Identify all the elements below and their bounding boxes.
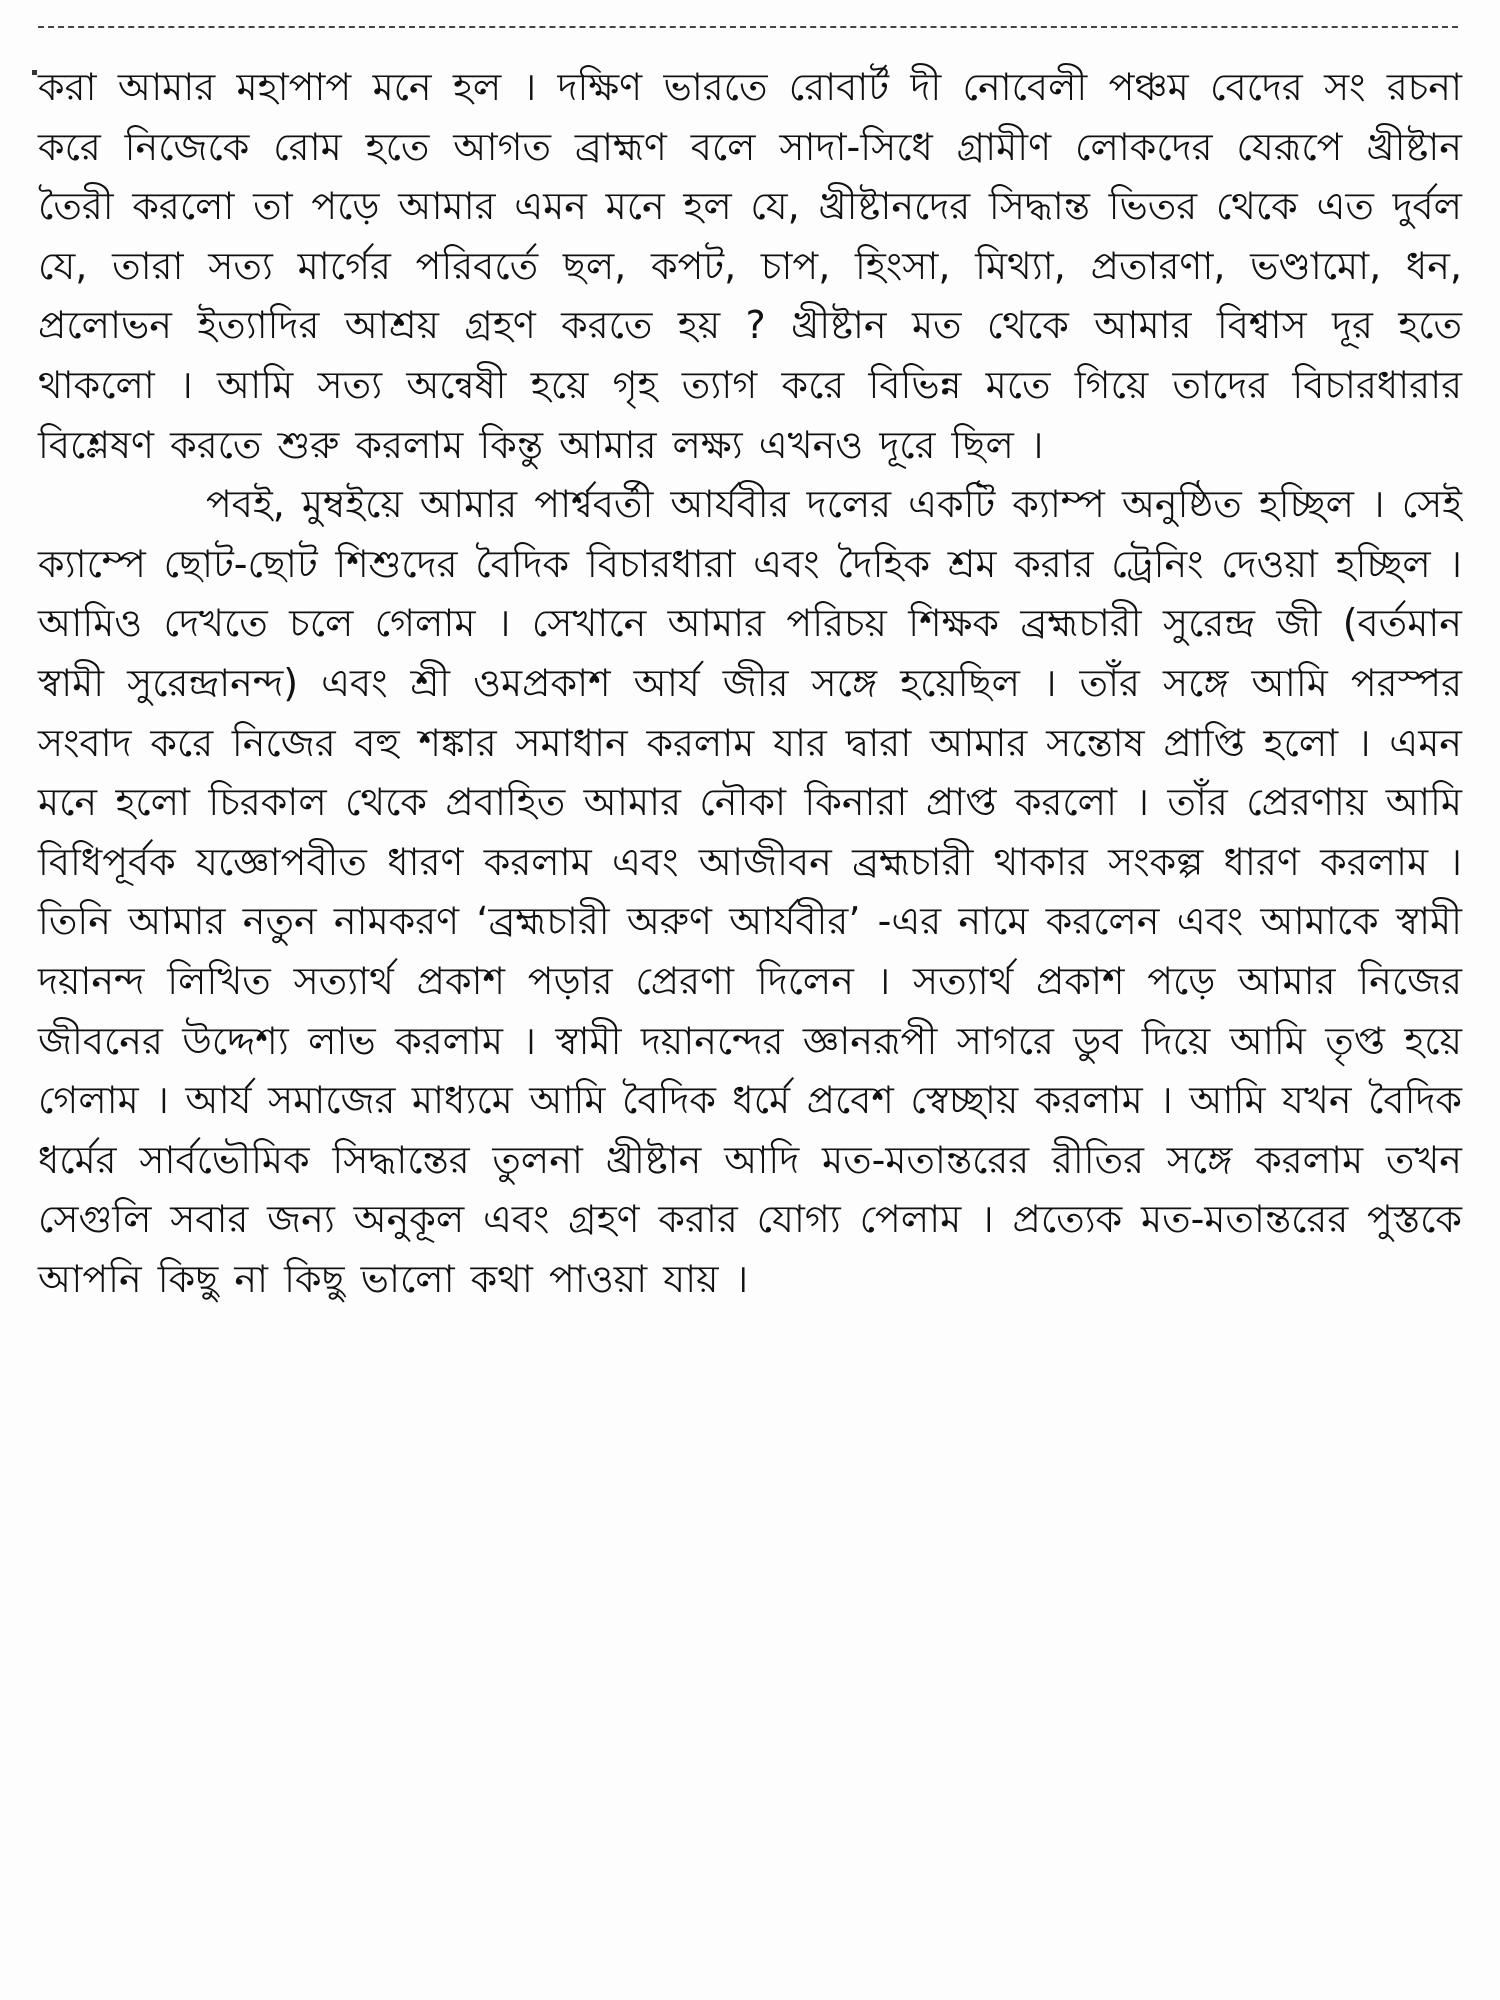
body-text (38, 58, 1462, 1309)
paragraph-2: পবই, মুম্বইয়ে আমার পার্শ্ববর্তী আর্যবীর দলের একটি ক্যাম্প অনুষ্ঠিত হচ্ছিল । সেই ক্যাম্পে ছোট-ছোট শিশুদের বৈদিক বিচারধারা এবং দৈহিক শ্রম করার ট্রেনিং দেওয়া হচ্ছিল । আমিও দেখতে চলে গেলাম । সেখানে আমার পরিচয় শিক্ষক ব্রহ্মচারী সুরেন্দ্র জী (বর্তমান স্বামী সুরেন্দ্রানন্দ) এবং শ্রী ওমপ্রকাশ আর্য জীর সঙ্গে হয়েছিল । তাঁর সঙ্গে আমি পরস্পর সংবাদ করে নিজের বহু শঙ্কার সমাধান করলাম যার দ্বারা আমার সন্তোষ প্রাপ্তি হলো । এমন মনে হলো চিরকাল থেকে প্রবাহিত আমার নৌকা কিনারা প্রাপ্ত করলো । তাঁর প্রেরণায় আমি বিধিপূর্বক যজ্ঞোপবীত ধারণ করলাম এবং আজীবন ব্রহ্মচারী থাকার সংকল্প ধারণ করলাম । তিনি আমার নতুন নামকরণ ‘ব্রহ্মচারী অরুণ আর্যবীর’ -এর নামে করলেন এবং আমাকে স্বামী দয়ানন্দ লিখিত সত্যার্থ প্রকাশ পড়ার প্রেরণা দিলেন । সত্যার্থ প্রকাশ পড়ে আমার নিজের জীবনের উদ্দেশ্য লাভ করলাম । স্বামী দয়ানন্দের জ্ঞানরূপী সাগরে ডুব দিয়ে আমি তৃপ্ত হয়ে গেলাম । আর্য সমাজের মাধ্যমে আমি বৈদিক ধর্মে প্রবেশ স্বেচ্ছায় করলাম । আমি যখন বৈদিক ধর্মের সার্বভৌমিক সিদ্ধান্তের তুলনা খ্রীষ্টান আদি মত-মতান্তরের রীতির সঙ্গে করলাম তখন সেগুলি সবার জন্য অনুকূল এবং গ্রহণ করার যোগ্য পেলাম । প্রত্যেক মত-মতান্তরের পুস্তকে আপনি কিছু না কিছু ভালো কথা পাওয়া যায় । (38, 482, 1462, 1301)
top-dashed-rule (38, 26, 1458, 28)
paragraph-1: করা আমার মহাপাপ মনে হল । দক্ষিণ ভারতে রোবার্ট দী নোবেলী পঞ্চম বেদের সং রচনা করে নিজেকে রোম হতে আগত ব্রাহ্মণ বলে সাদা-সিধে গ্রামীণ লোকদের যেরূপে খ্রীষ্টান তৈরী করলো তা পড়ে আমার এমন মনে হল যে, খ্রীষ্টানদের সিদ্ধান্ত ভিতর থেকে এত দুর্বল যে, তারা সত্য মার্গের পরিবর্তে ছল, কপট, চাপ, হিংসা, মিথ্যা, প্রতারণা, ভণ্ডামো, ধন, প্রলোভন ইত্যাদির আশ্রয় গ্রহণ করতে হয় ? খ্রীষ্টান মত থেকে আমার বিশ্বাস দূর হতে থাকলো । আমি সত্য অন্বেষী হয়ে গৃহ ত্যাগ করে বিভিন্ন মতে গিয়ে তাদের বিচারধারার বিশ্লেষণ করতে শুরু করলাম কিন্তু আমার লক্ষ্য এখনও দূরে ছিল । (38, 65, 1462, 467)
scan-mark (32, 70, 37, 75)
